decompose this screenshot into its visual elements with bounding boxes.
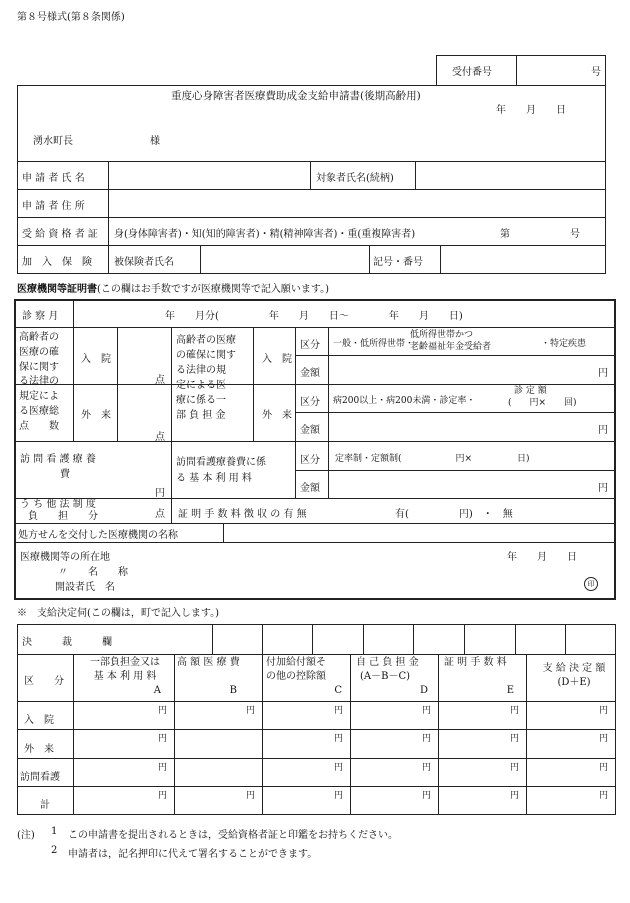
outpatient-points-field[interactable] — [119, 386, 169, 439]
column-header-d — [356, 656, 436, 698]
application-title: 重度心身障害者医療費助成金支給申請書(後期高齢用) — [171, 90, 421, 102]
cell-yen[interactable]: 円 — [158, 706, 168, 716]
certificate-dai: 第 — [500, 229, 510, 240]
cell-yen[interactable]: 円 — [599, 734, 609, 744]
applicant-address-field[interactable] — [112, 191, 602, 215]
inpatient-category-a[interactable]: 一般・低所得世帯・ — [333, 339, 415, 349]
insured-name-field[interactable] — [204, 247, 366, 271]
approval-stamp-cell[interactable] — [517, 626, 563, 653]
cell-yen[interactable]: 円 — [599, 706, 609, 716]
inpatient-points-unit: 点 — [155, 375, 165, 386]
cell-yen[interactable]: 円 — [422, 763, 432, 773]
medical-section-title — [17, 280, 329, 295]
outpatient-category[interactable]: 病200以上・病200未満・診定率・ — [333, 396, 476, 406]
header-letter: D — [419, 685, 428, 696]
applicant-name-label: 申 請 者 氏 名 — [22, 173, 85, 184]
column-header-category: 区 分 — [24, 676, 64, 687]
insured-name-label: 被保険者氏名 — [114, 257, 174, 268]
header-line: 一部負担金又は — [90, 657, 160, 668]
outpatient-category-label: 区分 — [300, 397, 320, 408]
cell-yen[interactable]: 円 — [334, 763, 344, 773]
header-line: 支 給 決 定 額 — [542, 663, 606, 674]
receipt-number-label: 受付番号 — [452, 67, 492, 78]
certification-fee-label: 証 明 手 数 料 徴 収 の 有 無 — [178, 509, 307, 520]
inpatient-category-b[interactable] — [410, 329, 491, 353]
certification-fee-value[interactable]: 有( 円) ・ 無 — [395, 509, 513, 520]
approval-stamp-cell[interactable] — [365, 626, 411, 653]
visit-month-label: 診 察 月 — [22, 311, 59, 322]
header-line: 証 明 手 数 料 — [444, 657, 507, 668]
cell-yen[interactable]: 円 — [510, 734, 520, 744]
header-line: の他の控除額 — [266, 671, 326, 682]
certificate-label: 受 給 資 格 者 証 — [22, 229, 98, 240]
approval-stamp-cell[interactable] — [415, 626, 462, 653]
home-nursing-unit: 円 — [155, 488, 165, 499]
cell-yen[interactable]: 円 — [158, 734, 168, 744]
approval-stamp-cell[interactable] — [214, 626, 260, 653]
subject-name-field[interactable] — [418, 163, 603, 187]
group-line: 高齢者の医療 — [176, 335, 236, 346]
insurance-label: 加 入 保 険 — [22, 257, 92, 268]
header-letter: B — [229, 685, 237, 696]
label-line: 負 担 分 — [28, 511, 98, 522]
cell-yen[interactable]: 円 — [422, 791, 432, 801]
outpatient-points-unit: 点 — [155, 432, 165, 443]
certificate-go: 号 — [570, 229, 580, 240]
outpatient-fixed-amount[interactable] — [508, 385, 577, 409]
home-nursing-label — [20, 452, 96, 482]
approval-stamp-cell[interactable] — [466, 626, 513, 653]
row-label-inpatient: 入 院 — [24, 715, 54, 726]
label-line: 訪 問 看 護 療 養 — [20, 454, 96, 465]
institution-founder-label: 開設者氏 名 — [55, 582, 115, 593]
prescription-institution-label: 処方せんを交付した医療機関の名称 — [18, 530, 178, 541]
application-date: 年 月 日 — [496, 105, 566, 116]
inpatient-amount-unit: 円 — [598, 368, 608, 379]
column-header-b — [177, 656, 259, 698]
medical-section-heading: 医療機関等証明書 — [17, 284, 97, 295]
cell-yen[interactable]: 円 — [510, 706, 520, 716]
outpatient-amount-label: 金額 — [300, 425, 320, 436]
column-header-f — [534, 662, 614, 690]
group-line: 高齢者の — [19, 332, 59, 343]
header-line: (D＋E) — [557, 677, 591, 688]
copay-group-label — [176, 333, 236, 423]
applicant-address-label: 申 請 者 住 所 — [22, 201, 85, 212]
group-line: 療に係る一 — [176, 395, 226, 406]
cell-yen[interactable]: 円 — [158, 763, 168, 773]
home-nursing-category[interactable]: 定率制・定額制( 円× 日) — [335, 454, 530, 464]
category-line: 老齢福祉年金受給者 — [410, 342, 492, 352]
applicant-name-field[interactable] — [112, 163, 307, 187]
other-system-unit: 点 — [155, 509, 165, 520]
cell-yen[interactable]: 円 — [334, 706, 344, 716]
cell-yen[interactable]: 円 — [510, 763, 520, 773]
column-header-a — [79, 656, 171, 698]
group-line: 部 負 担 金 — [176, 410, 226, 421]
group-line: 保に関す — [19, 361, 59, 373]
home-nursing-amount-label: 金額 — [300, 483, 320, 494]
group-line: 点 数 — [19, 420, 59, 432]
fixed-amount-detail: ( 円× 回) — [508, 398, 577, 408]
home-nursing-category-label: 区分 — [300, 455, 320, 466]
fixed-amount-title: 診 定 額 — [514, 386, 547, 396]
symbol-number-field[interactable] — [443, 247, 603, 271]
cell-yen[interactable]: 円 — [422, 706, 432, 716]
medical-section-note: (この欄はお手数ですが医療機関等で記入願います。) — [97, 284, 330, 295]
receipt-number-unit: 号 — [591, 67, 601, 78]
group-line: る法律の規 — [176, 365, 226, 376]
approval-stamp-cell[interactable] — [567, 626, 613, 653]
receipt-number-field[interactable] — [518, 57, 588, 83]
header-line: 付加給付額そ — [266, 657, 326, 668]
label-line: る 基 本 利 用 料 — [176, 473, 252, 484]
row-label-total: 計 — [40, 800, 50, 811]
form-number: 第８号様式(第８条関係) — [17, 12, 125, 23]
row-label-outpatient: 外 来 — [24, 744, 54, 755]
cell-yen[interactable]: 円 — [334, 791, 344, 801]
outpatient-amount-unit: 円 — [598, 425, 608, 436]
inpatient-category-label: 区分 — [300, 340, 320, 351]
institution-name-label: 〃 名 称 — [58, 567, 128, 578]
column-header-e — [444, 656, 524, 698]
header-line: 高 額 医 療 費 — [177, 657, 240, 668]
cell-yen[interactable]: 円 — [422, 734, 432, 744]
inpatient-label: 入 院 — [81, 354, 111, 365]
home-nursing-field[interactable] — [119, 443, 169, 496]
copay-outpatient-label: 外 来 — [262, 410, 292, 421]
addressee: 湧水町長 — [33, 136, 73, 147]
group-line: 定による医 — [176, 380, 226, 391]
decision-section-title: ※ 支給決定伺(この欄は，町で記入します。) — [17, 608, 220, 619]
cell-yen[interactable]: 円 — [246, 791, 256, 801]
subject-name-label: 対象者氏名(続柄) — [316, 173, 394, 184]
institution-date: 年 月 日 — [507, 552, 577, 563]
group-line: る医療総 — [19, 405, 59, 417]
group-line: の確保に関す — [176, 350, 236, 361]
symbol-number-label: 記号・番号 — [373, 257, 423, 268]
label-line: う ち 他 法 制 度 — [20, 499, 96, 510]
group-line: 医療の確 — [19, 346, 59, 358]
note-2: 申請者は，記名押印に代えて署名することができます。 — [68, 849, 318, 860]
cell-yen[interactable]: 円 — [510, 791, 520, 801]
seal-icon: 印 — [584, 577, 598, 591]
header-letter: A — [153, 685, 161, 696]
approval-column-label: 決 裁 欄 — [22, 637, 112, 648]
other-system-label — [20, 499, 98, 523]
honorific: 様 — [150, 136, 160, 147]
visit-month-value[interactable]: 年 月分( 年 月 日～ 年 月 日) — [165, 311, 463, 322]
column-header-c — [266, 656, 348, 698]
inpatient-category-c[interactable]: ・特定疾患 — [541, 339, 587, 349]
row-label-home-nursing: 訪問看護 — [20, 772, 60, 783]
cell-yen[interactable]: 円 — [599, 763, 609, 773]
home-nursing-amount-unit: 円 — [598, 483, 608, 494]
group-line: 規定によ — [19, 391, 59, 403]
home-nursing-basic-fee-label — [176, 455, 266, 487]
note-1: この申請書を提出されるときは，受給資格者証と印鑑をお持ちください。 — [68, 830, 398, 841]
note-2-number: 2 — [51, 845, 58, 856]
cell-yen[interactable]: 円 — [599, 791, 609, 801]
certificate-types[interactable]: 身(身体障害者)・知(知的障害者)・精(精神障害者)・重(重複障害者) — [114, 229, 416, 240]
group-line: る法律の — [19, 376, 59, 388]
outpatient-label: 外 来 — [81, 410, 111, 421]
prescription-institution-field[interactable] — [226, 525, 611, 541]
approval-stamp-cell[interactable] — [264, 626, 310, 653]
inpatient-amount-field[interactable] — [331, 357, 593, 383]
cell-yen[interactable]: 円 — [334, 734, 344, 744]
copay-inpatient-label: 入 院 — [262, 354, 292, 365]
inpatient-amount-label: 金額 — [300, 368, 320, 379]
header-line: 自 己 負 担 金 — [356, 657, 419, 668]
outpatient-amount-field[interactable] — [331, 414, 593, 440]
approval-stamp-cell[interactable] — [314, 626, 361, 653]
institution-address-label: 医療機関等の所在地 — [20, 552, 110, 563]
category-line: 低所得世帯かつ — [410, 330, 474, 340]
home-nursing-amount-field[interactable] — [331, 472, 593, 497]
cell-yen[interactable]: 円 — [158, 791, 168, 801]
label-line: 費 — [60, 469, 70, 480]
header-letter: C — [334, 685, 342, 696]
header-letter: E — [506, 685, 514, 696]
note-1-number: 1 — [51, 826, 58, 837]
inpatient-points-field[interactable] — [119, 329, 169, 382]
header-line: 基 本 利 用 料 — [93, 671, 157, 682]
total-points-group-label — [19, 331, 59, 435]
cell-yen[interactable]: 円 — [246, 706, 256, 716]
header-line: (A－B－C) — [360, 671, 411, 682]
notes-prefix: (注) — [17, 830, 35, 841]
label-line: 訪問看護療養費に係 — [176, 457, 266, 468]
